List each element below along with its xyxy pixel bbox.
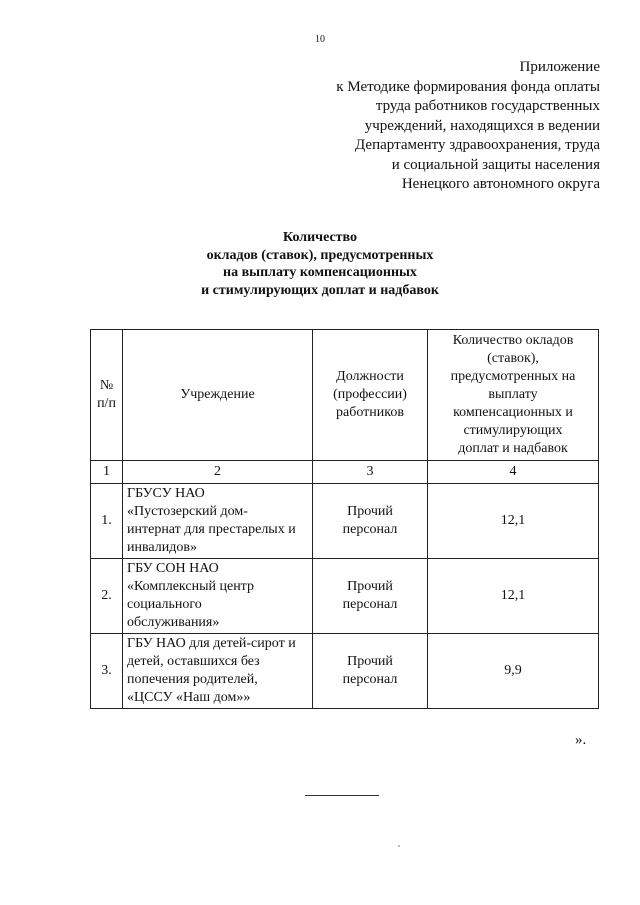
table-row — [91, 484, 599, 559]
row-num: 1. — [91, 484, 123, 559]
appendix-line: труда работников государственных — [375, 98, 600, 114]
row-count: 9,9 — [428, 634, 599, 709]
table-row — [91, 634, 599, 709]
column-number: 3 — [313, 461, 428, 484]
title-line: окладов (ставок), предусмотренных — [206, 247, 434, 263]
appendix-line: учреждений, находящихся в ведении — [364, 117, 600, 134]
appendix-line: Департаменту здравоохранения, труда — [355, 137, 600, 153]
column-number-row — [91, 461, 599, 484]
header-institution: Учреждение — [123, 330, 313, 461]
appendix-line: и социальной защиты населения — [391, 156, 600, 173]
row-count: 12,1 — [428, 484, 599, 559]
row-institution: ГБУСУ НАО «Пустозерский дом- интернат для престарелых и инвалидов» — [123, 484, 313, 559]
row-position: Прочий персонал — [313, 634, 428, 709]
column-number: 1 — [91, 461, 123, 484]
title-line: на выплату компенсационных — [223, 265, 417, 280]
title-line: Количество — [282, 230, 358, 245]
row-institution: ГБУ НАО для детей-сирот и детей, оставшихся без попечения родителей, «ЦССУ «Наш дом»» — [123, 634, 313, 709]
row-position: Прочий персонал — [313, 484, 428, 559]
separator-line — [305, 795, 379, 796]
allowances-table — [90, 329, 599, 709]
appendix-line: Ненецкого автономного округа — [401, 176, 600, 192]
closing-quote-mark: ». — [575, 732, 587, 748]
column-number: 4 — [428, 461, 599, 484]
table-row — [91, 559, 599, 634]
row-count: 12,1 — [428, 559, 599, 634]
header-count: Количество окладов (ставок), предусмотренных на выплату компенсационных и стимулирующих доплат и надбавок — [428, 330, 599, 461]
row-num: 3. — [91, 634, 123, 709]
appendix-header — [270, 58, 600, 195]
scan-speck — [398, 845, 400, 847]
header-position: Должности (профессии) работников — [313, 330, 428, 461]
appendix-line: Приложение — [519, 59, 600, 75]
row-institution: ГБУ СОН НАО «Комплексный центр социального обслуживания» — [123, 559, 313, 634]
table-header-row — [91, 330, 599, 461]
title-line: и стимулирующих доплат и надбавок — [201, 282, 439, 298]
row-position: Прочий персонал — [313, 559, 428, 634]
row-num: 2. — [91, 559, 123, 634]
appendix-line: к Методике формирования фонда оплаты — [336, 78, 600, 95]
header-num: № п/п — [91, 330, 123, 461]
column-number: 2 — [123, 461, 313, 484]
page-number: 10 — [315, 34, 325, 45]
document-title — [0, 229, 640, 299]
